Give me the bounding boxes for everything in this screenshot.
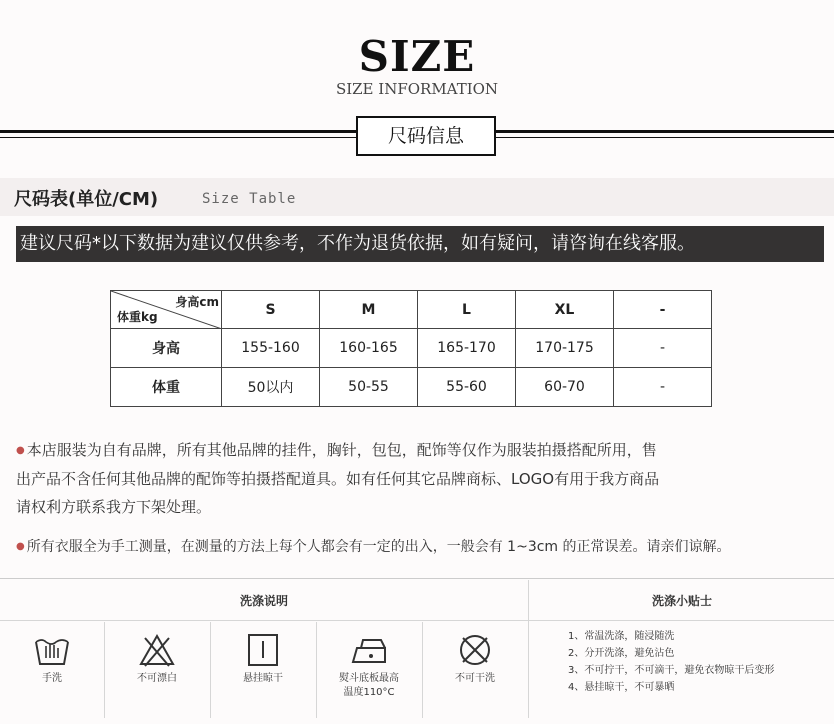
care-item-no-bleach xyxy=(104,622,210,718)
care-tips-title: 洗涤小贴士 xyxy=(651,594,712,608)
brand-note xyxy=(16,436,816,521)
size-header-cell: M xyxy=(320,291,418,329)
table-cell: 50以内 xyxy=(222,368,320,407)
care-tips-list xyxy=(568,628,774,696)
brand-note-line xyxy=(16,436,816,465)
care-item-iron xyxy=(316,622,422,718)
care-item-hand-wash xyxy=(0,622,104,718)
care-column-divider xyxy=(528,580,529,718)
row-label: 身高 xyxy=(111,329,222,368)
care-label: 温度110°C xyxy=(343,687,395,698)
header-rule-right-thin xyxy=(496,137,834,138)
iron-icon xyxy=(347,632,391,668)
size-info-badge: 尺码信息 xyxy=(356,116,496,156)
list-item: 3、不可拧干，不可滴干，避免衣物晾干后变形 xyxy=(568,665,775,676)
care-item-no-dry-clean xyxy=(422,622,528,718)
list-item: 4、悬挂晾干，不可暴晒 xyxy=(568,682,675,693)
row-label: 体重 xyxy=(111,368,222,407)
table-cell: 165-170 xyxy=(418,329,516,368)
table-cell: - xyxy=(614,329,712,368)
size-table-title-en: Size Table xyxy=(202,191,297,207)
corner-weight-label: 体重kg xyxy=(117,310,158,324)
care-item-hang-dry xyxy=(210,622,316,718)
size-table xyxy=(110,290,712,407)
list-item: 1、常温洗涤，随浸随洗 xyxy=(568,631,675,642)
care-section-divider xyxy=(0,578,834,579)
corner-cell xyxy=(111,291,222,329)
header-rule-right xyxy=(496,130,834,133)
table-cell: 55-60 xyxy=(418,368,516,407)
care-label: 熨斗底板最高 xyxy=(339,673,399,684)
header-rule-left-thin xyxy=(0,137,356,138)
page-title: SIZE xyxy=(358,32,476,81)
size-header-cell: - xyxy=(614,291,712,329)
bullet-dot-icon: ● xyxy=(16,541,25,552)
measure-note-text: 所有衣服全为手工测量，在测量的方法上每个人都会有一定的出入，一般会有 1~3cm 的正常误差。请亲们谅解。 xyxy=(26,539,731,555)
table-cell: - xyxy=(614,368,712,407)
size-header-row xyxy=(111,291,712,329)
brand-note-line: 请权利方联系我方下架处理。 xyxy=(16,497,212,516)
measure-note xyxy=(16,533,816,561)
brand-note-text: 本店服装为自有品牌，所有其他品牌的挂件，胸针，包包，配饰等仅作为服装拍摄搭配所用，售 xyxy=(26,441,657,459)
care-instructions-title: 洗涤说明 xyxy=(239,594,288,608)
care-header-line xyxy=(0,620,834,621)
table-cell: 160-165 xyxy=(320,329,418,368)
table-cell: 60-70 xyxy=(516,368,614,407)
table-cell: 50-55 xyxy=(320,368,418,407)
care-label: 不可干洗 xyxy=(455,673,495,684)
table-cell: 155-160 xyxy=(222,329,320,368)
list-item: 2、分开洗涤，避免沾色 xyxy=(568,648,675,659)
table-row xyxy=(111,368,712,407)
size-header-cell: L xyxy=(418,291,516,329)
header-rule-left xyxy=(0,130,356,133)
no-dry-clean-icon xyxy=(455,632,495,668)
table-cell: 170-175 xyxy=(516,329,614,368)
no-bleach-icon xyxy=(137,632,177,668)
size-header-cell: S xyxy=(222,291,320,329)
size-table-title: 尺码表(单位/CM) xyxy=(14,189,159,210)
brand-note-line: 出产品不含任何其他品牌的配饰等拍摄搭配道具。如有任何其它品牌商标、LOGO有用于我方商品 xyxy=(16,469,660,488)
table-row xyxy=(111,329,712,368)
corner-height-label: 身高cm xyxy=(175,295,219,309)
size-notice-bar: 建议尺码*以下数据为建议仅供参考，不作为退货依据，如有疑问，请咨询在线客服。 xyxy=(16,226,824,262)
page-subtitle: SIZE INFORMATION xyxy=(335,80,499,98)
care-label: 不可漂白 xyxy=(137,673,177,684)
care-label: 手洗 xyxy=(42,673,62,684)
size-header-cell: XL xyxy=(516,291,614,329)
hang-dry-icon xyxy=(243,632,283,668)
bullet-dot-icon: ● xyxy=(16,444,25,456)
care-label: 悬挂晾干 xyxy=(243,673,283,684)
hand-wash-icon xyxy=(32,632,72,668)
